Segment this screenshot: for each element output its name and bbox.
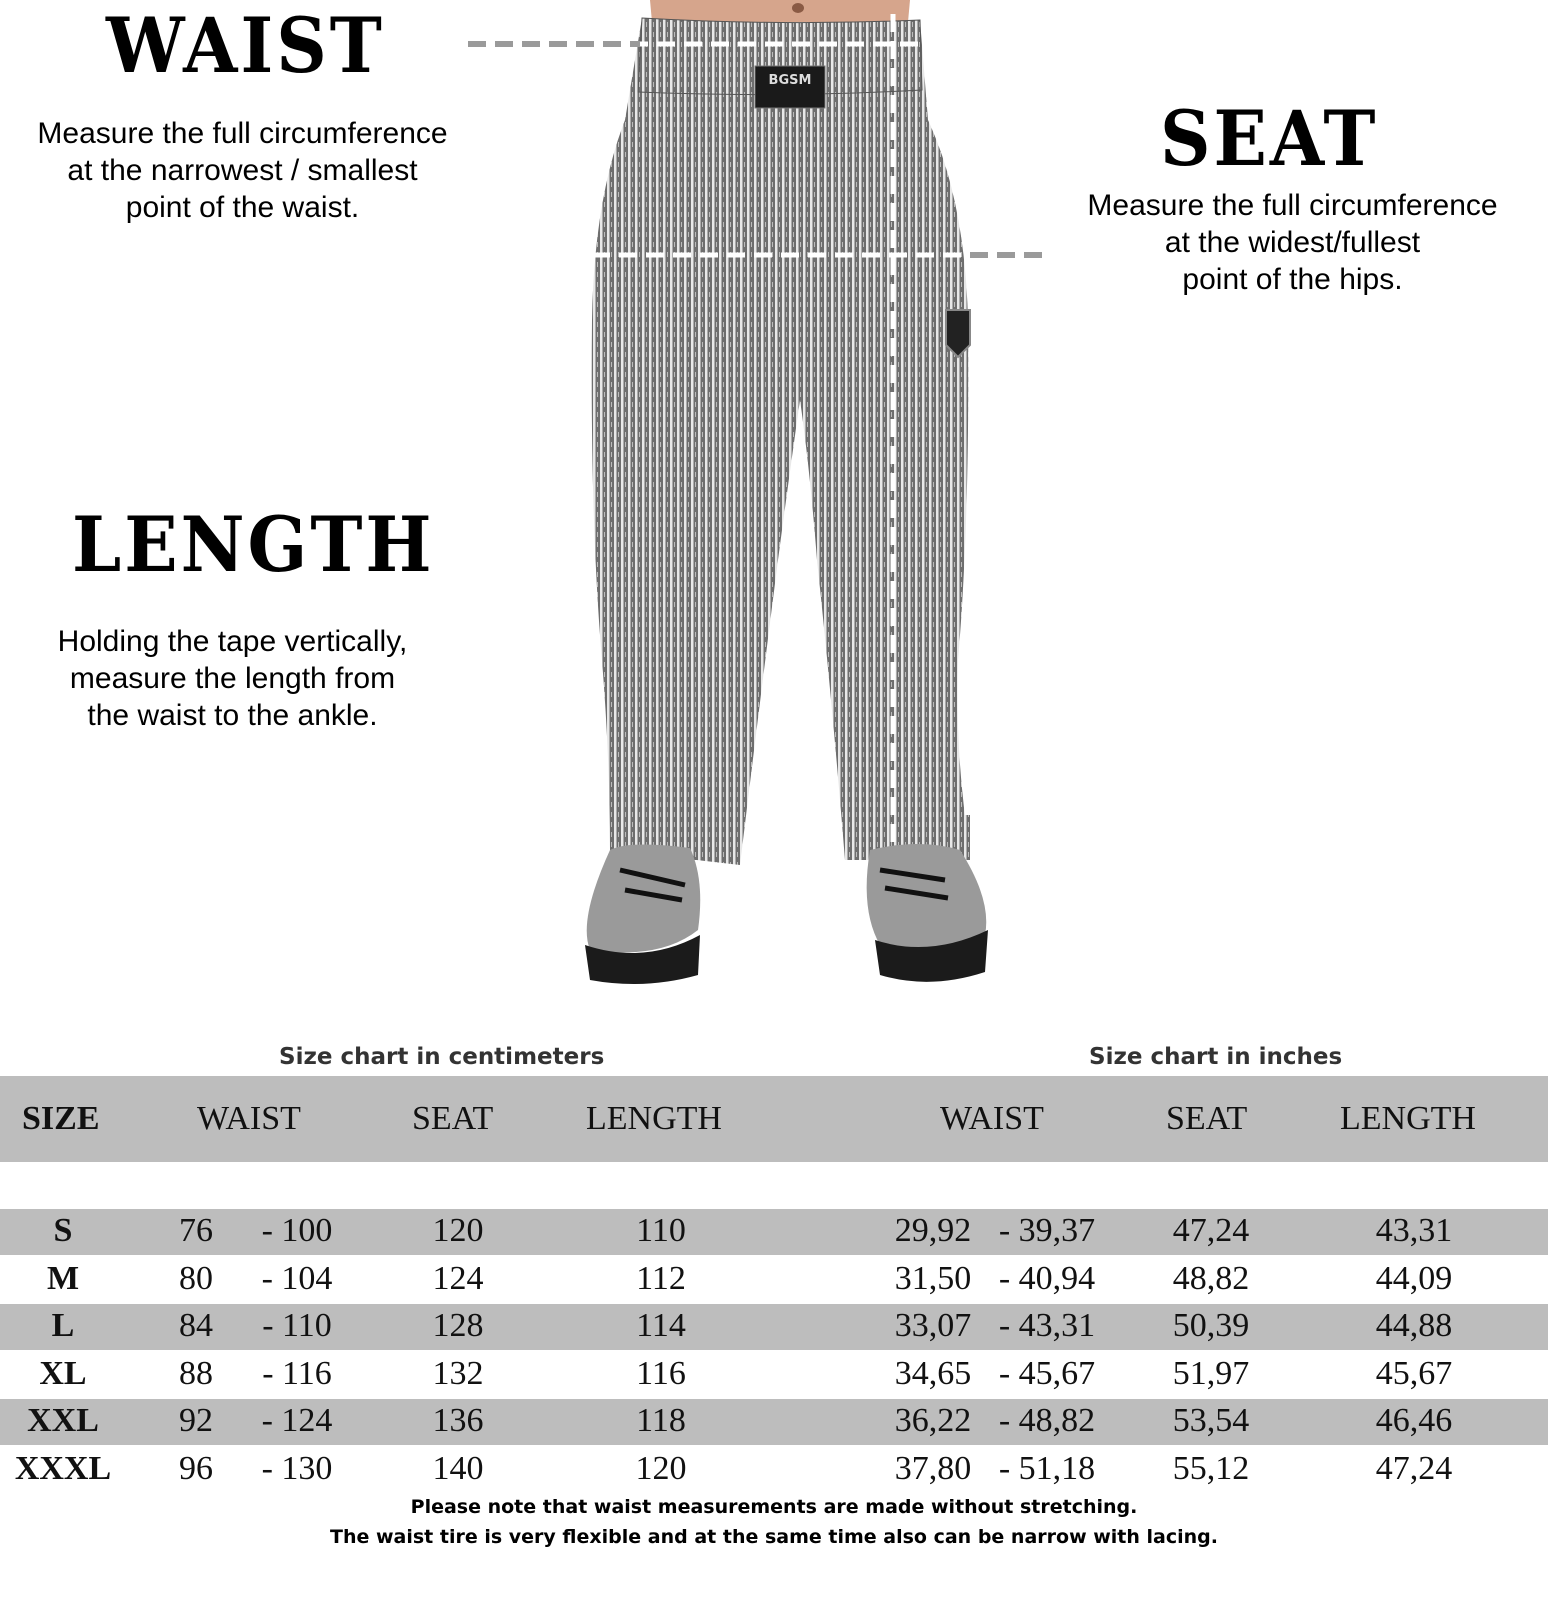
cell-seat-in: 53,54 bbox=[1172, 1402, 1250, 1439]
cell-waist-in-min: 29,92 bbox=[894, 1212, 972, 1249]
seat-desc-line: Measure the full circumference bbox=[1087, 189, 1498, 222]
waist-desc-line: point of the waist. bbox=[125, 191, 360, 224]
cell-length-cm: 114 bbox=[636, 1307, 686, 1344]
cell-waist-in-min: 31,50 bbox=[894, 1259, 972, 1297]
cell-size: XXXL bbox=[14, 1449, 112, 1487]
cell-waist-in-max: - 48,82 bbox=[998, 1402, 1096, 1439]
cell-waist-cm-max: - 130 bbox=[261, 1449, 333, 1487]
note-line-2: The waist tire is very flexible and at the same time also can be narrow with lacing. bbox=[330, 1526, 1218, 1548]
header-seat-in: SEAT bbox=[1166, 1100, 1248, 1137]
header-waist-cm: WAIST bbox=[197, 1100, 301, 1137]
waist-desc-line: at the narrowest / smallest bbox=[67, 154, 418, 187]
cell-waist-in-max: - 51,18 bbox=[998, 1449, 1096, 1487]
note-line-1: Please note that waist measurements are made without stretching. bbox=[410, 1496, 1138, 1518]
cell-length-cm: 118 bbox=[636, 1402, 686, 1439]
cell-size: L bbox=[51, 1307, 75, 1344]
torso-skin bbox=[650, 0, 910, 22]
cell-waist-cm-max: - 116 bbox=[262, 1354, 332, 1392]
length-desc-line: measure the length from bbox=[69, 662, 396, 695]
waist-title: WAIST bbox=[106, 0, 385, 91]
cell-length-cm: 110 bbox=[636, 1212, 686, 1249]
cell-waist-cm-min: 92 bbox=[179, 1402, 213, 1439]
cell-waist-in-min: 37,80 bbox=[894, 1449, 972, 1487]
cell-seat-in: 47,24 bbox=[1172, 1212, 1250, 1249]
cell-waist-cm-max: - 124 bbox=[261, 1402, 333, 1439]
length-title: LENGTH bbox=[72, 499, 435, 590]
seat-description bbox=[1055, 187, 1530, 298]
cell-size: S bbox=[53, 1212, 73, 1249]
caption-cm: Size chart in centimeters bbox=[279, 1044, 605, 1070]
cell-length-in: 47,24 bbox=[1375, 1449, 1453, 1487]
cell-waist-in-min: 34,65 bbox=[894, 1354, 972, 1392]
header-size: SIZE bbox=[22, 1100, 100, 1137]
cell-waist-in-max: - 39,37 bbox=[998, 1212, 1096, 1249]
cell-waist-cm-min: 84 bbox=[179, 1307, 213, 1344]
cell-waist-cm-max: - 110 bbox=[262, 1307, 332, 1344]
pants-body bbox=[592, 18, 970, 865]
header-length-in: LENGTH bbox=[1340, 1100, 1476, 1137]
cell-length-cm: 120 bbox=[635, 1449, 687, 1487]
cell-waist-cm-min: 96 bbox=[179, 1449, 213, 1487]
cell-waist-cm-max: - 104 bbox=[261, 1259, 333, 1297]
cell-size: XXL bbox=[27, 1402, 99, 1439]
brand-label-text: BGSM bbox=[768, 73, 812, 88]
cell-waist-in-max: - 45,67 bbox=[998, 1354, 1096, 1392]
cell-length-cm: 116 bbox=[636, 1354, 686, 1392]
cell-waist-cm-min: 76 bbox=[179, 1212, 213, 1249]
cell-size: M bbox=[46, 1259, 80, 1297]
cell-waist-in-max: - 43,31 bbox=[998, 1307, 1096, 1344]
cell-seat-cm: 128 bbox=[432, 1307, 484, 1344]
length-desc-line: Holding the tape vertically, bbox=[57, 625, 408, 658]
seat-desc-line: point of the hips. bbox=[1182, 263, 1403, 296]
navel bbox=[792, 3, 804, 13]
shoe-left bbox=[587, 844, 701, 952]
cell-waist-in-max: - 40,94 bbox=[998, 1259, 1096, 1297]
logo-patch bbox=[946, 310, 970, 357]
cell-seat-cm: 124 bbox=[432, 1259, 484, 1297]
waist-description bbox=[0, 115, 485, 226]
cell-length-in: 45,67 bbox=[1375, 1354, 1453, 1392]
cell-waist-cm-min: 80 bbox=[179, 1259, 213, 1297]
cell-length-in: 46,46 bbox=[1375, 1402, 1453, 1439]
cell-seat-in: 48,82 bbox=[1172, 1259, 1250, 1297]
cell-size: XL bbox=[39, 1354, 87, 1392]
cell-waist-cm-max: - 100 bbox=[261, 1212, 333, 1249]
length-description bbox=[0, 623, 465, 734]
header-seat-cm: SEAT bbox=[412, 1100, 494, 1137]
cell-length-in: 44,88 bbox=[1375, 1307, 1453, 1344]
caption-inches: Size chart in inches bbox=[1089, 1044, 1343, 1070]
pants-illustration bbox=[460, 0, 1080, 1010]
cell-seat-in: 51,97 bbox=[1172, 1354, 1250, 1392]
cell-seat-cm: 132 bbox=[432, 1354, 484, 1392]
cell-waist-cm-min: 88 bbox=[179, 1354, 213, 1392]
header-waist-in: WAIST bbox=[940, 1100, 1044, 1137]
cell-waist-in-min: 33,07 bbox=[894, 1307, 972, 1344]
cell-seat-in: 55,12 bbox=[1172, 1449, 1250, 1487]
cell-waist-in-min: 36,22 bbox=[894, 1402, 972, 1439]
cell-seat-in: 50,39 bbox=[1172, 1307, 1250, 1344]
cell-length-in: 43,31 bbox=[1375, 1212, 1453, 1249]
seat-title: SEAT bbox=[1160, 93, 1379, 184]
header-length-cm: LENGTH bbox=[586, 1100, 722, 1137]
cell-seat-cm: 136 bbox=[432, 1402, 484, 1439]
length-desc-line: the waist to the ankle. bbox=[87, 699, 378, 732]
seat-desc-line: at the widest/fullest bbox=[1164, 226, 1421, 259]
cell-seat-cm: 120 bbox=[432, 1212, 484, 1249]
cell-length-in: 44,09 bbox=[1375, 1259, 1453, 1297]
cell-seat-cm: 140 bbox=[432, 1449, 484, 1487]
waist-desc-line: Measure the full circumference bbox=[37, 117, 448, 150]
cell-length-cm: 112 bbox=[636, 1259, 686, 1297]
